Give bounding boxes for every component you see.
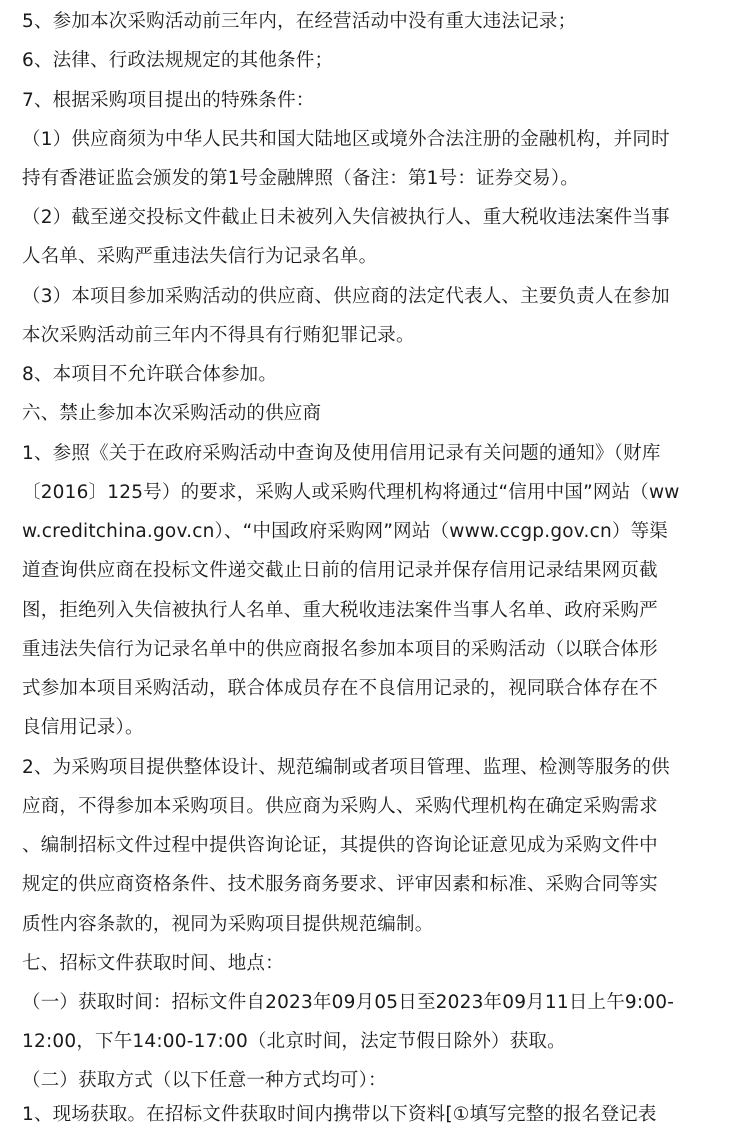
text-line: （1）供应商须为中华人民共和国大陆地区或境外合法注册的金融机构，并同时 xyxy=(22,129,670,150)
text-line: （3）本项目参加采购活动的供应商、供应商的法定代表人、主要负责人在参加 xyxy=(22,286,670,307)
text-line: 人名单、采购严重违法失信行为记录名单。 xyxy=(22,246,378,267)
text-line: 式参加本项目采购活动，联合体成员存在不良信用记录的，视同联合体存在不 xyxy=(22,678,658,699)
text-line: 7、根据采购项目提出的特殊条件： xyxy=(22,90,315,111)
text-line: 本次采购活动前三年内不得具有行贿犯罪记录。 xyxy=(22,325,415,346)
text-line: 道查询供应商在投标文件递交截止日前的信用记录并保存信用记录结果网页截 xyxy=(22,560,658,581)
text-line: （二）获取方式（以下任意一种方式均可）： xyxy=(22,1070,387,1091)
text-line: 图，拒绝列入失信被执行人名单、重大税收违法案件当事人名单、政府采购严 xyxy=(22,600,658,621)
text-line: 〔2016〕125号）的要求，采购人或采购代理机构将通过“信用中国”网站（ww xyxy=(22,482,680,503)
text-line: 持有香港证监会颁发的第1号金融牌照（备注：第1号：证券交易）。 xyxy=(22,168,579,189)
section-heading: 六、禁止参加本次采购活动的供应商 xyxy=(22,403,322,424)
text-line: 规定的供应商资格条件、技术服务商务要求、评审因素和标准、采购合同等实 xyxy=(22,874,658,895)
text-line: 重违法失信行为记录名单中的供应商报名参加本项目的采购活动（以联合体形 xyxy=(22,639,658,660)
text-line: 2、为采购项目提供整体设计、规范编制或者项目管理、监理、检测等服务的供 xyxy=(22,757,670,778)
text-line: 应商，不得参加本采购项目。供应商为采购人、采购代理机构在确定采购需求 xyxy=(22,796,658,817)
text-line: 良信用记录）。 xyxy=(22,717,144,738)
text-line: 12:00，下午14:00-17:00（北京时间，法定节假日除外）获取。 xyxy=(22,1031,566,1052)
section-heading: 七、招标文件获取时间、地点： xyxy=(22,953,284,974)
text-line: 1、现场获取。在招标文件获取时间内携带以下资料[①填写完整的报名登记表 xyxy=(22,1104,657,1125)
text-line: 8、本项目不允许联合体参加。 xyxy=(22,364,278,385)
text-line: 1、参照《关于在政府采购活动中查询及使用信用记录有关问题的通知》（财库 xyxy=(22,443,661,464)
text-line: 5、参加本次采购活动前三年内，在经营活动中没有重大违法记录； xyxy=(22,11,577,32)
text-line: 、编制招标文件过程中提供咨询论证，其提供的咨询论证意见成为采购文件中 xyxy=(22,835,658,856)
text-line: w.creditchina.gov.cn）、“中国政府采购网”网站（www.ccgp.gov.cn）等渠 xyxy=(22,521,668,542)
text-line: （2）截至递交投标文件截止日未被列入失信被执行人、重大税收违法案件当事 xyxy=(22,207,670,228)
text-line: 6、法律、行政法规规定的其他条件； xyxy=(22,50,334,71)
text-line: （一）获取时间：招标文件自2023年09月05日至2023年09月11日上午9:00- xyxy=(22,992,675,1013)
text-line: 质性内容条款的，视同为采购项目提供规范编制。 xyxy=(22,914,434,935)
